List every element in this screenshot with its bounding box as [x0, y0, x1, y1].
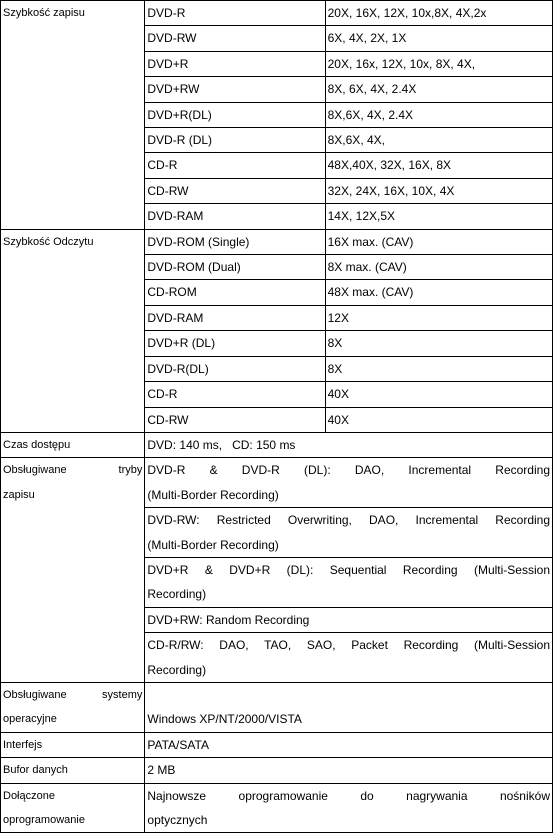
speed-cell: 20X, 16X, 12X, 10x,8X, 4X,2x	[325, 1, 552, 26]
media-cell: CD-R	[145, 382, 325, 407]
write-mode-cell	[145, 508, 553, 558]
table-row	[1, 1, 553, 26]
media-cell: DVD+R	[145, 51, 325, 76]
table-row	[1, 458, 553, 508]
media-cell: DVD-R (DL)	[145, 128, 325, 153]
write-modes-label-line2: zapisu	[3, 488, 35, 501]
buffer-value: 2 MB	[145, 758, 553, 783]
media-cell: CD-RW	[145, 178, 325, 203]
media-cell: DVD-RAM	[145, 204, 325, 229]
table-row	[1, 432, 553, 457]
software-value	[145, 783, 553, 833]
speed-cell: 48X max. (CAV)	[325, 280, 552, 305]
table-row	[1, 229, 553, 254]
write-mode-line1: DVD-R & DVD-R (DL): DAO, Incremental Recording	[147, 463, 550, 478]
write-mode-line2: Recording)	[147, 662, 207, 677]
write-mode-line2: Recording)	[147, 587, 207, 602]
table-row	[1, 758, 553, 783]
write-mode-line1: DVD+RW: Random Recording	[147, 612, 310, 627]
interface-label: Interfejs	[1, 732, 145, 757]
media-cell: DVD-R	[145, 1, 325, 26]
write-speed-label: Szybkość zapisu	[1, 1, 145, 230]
software-label-line2: oprogramowanie	[3, 814, 85, 826]
media-cell: CD-ROM	[145, 280, 325, 305]
speed-cell: 8X	[325, 356, 552, 381]
write-mode-line1: CD-R/RW: DAO, TAO, SAO, Packet Recording (Multi-Session	[147, 638, 550, 653]
os-label-line1: Obsługiwane systemy	[3, 688, 143, 701]
media-cell: CD-R	[145, 153, 325, 178]
write-mode-cell	[145, 458, 553, 508]
media-cell: DVD-ROM (Single)	[145, 229, 325, 254]
speed-cell: 12X	[325, 305, 552, 330]
media-cell: CD-RW	[145, 407, 325, 432]
media-cell: DVD-ROM (Dual)	[145, 255, 325, 280]
media-cell: DVD+RW	[145, 77, 325, 102]
os-value: Windows XP/NT/2000/VISTA	[145, 682, 553, 732]
write-mode-line1: DVD+R & DVD+R (DL): Sequential Recording (Multi-Session	[147, 562, 550, 577]
speed-cell: 8X max. (CAV)	[325, 255, 552, 280]
table-row	[1, 682, 553, 732]
buffer-label: Bufor danych	[1, 758, 145, 783]
media-cell: DVD-RAM	[145, 305, 325, 330]
speed-cell: 14X, 12X,5X	[325, 204, 552, 229]
software-value-line1: Najnowsze oprogramowanie do nagrywania nośników	[147, 788, 550, 803]
software-value-line2: optycznych	[147, 813, 208, 827]
interface-value: PATA/SATA	[145, 732, 553, 757]
media-cell: DVD-RW	[145, 26, 325, 51]
media-cell: DVD+R(DL)	[145, 102, 325, 127]
os-label	[1, 682, 145, 732]
table-row	[1, 783, 553, 833]
table-row	[1, 732, 553, 757]
speed-cell: 6X, 4X, 2X, 1X	[325, 26, 552, 51]
speed-cell: 40X	[325, 407, 552, 432]
speed-cell: 32X, 24X, 16X, 10X, 4X	[325, 178, 552, 203]
media-cell: DVD+R (DL)	[145, 331, 325, 356]
access-time-label: Czas dostępu	[1, 432, 145, 457]
write-modes-label-line1: Obsługiwane tryby	[3, 464, 143, 477]
write-mode-cell	[145, 557, 553, 607]
write-mode-line2: (Multi-Border Recording)	[147, 537, 279, 552]
speed-cell: 8X,6X, 4X, 2.4X	[325, 102, 552, 127]
write-mode-cell	[145, 633, 553, 683]
write-mode-line2: (Multi-Border Recording)	[147, 487, 279, 502]
software-label-line1: Dołączone	[3, 789, 55, 802]
media-cell: DVD-R(DL)	[145, 356, 325, 381]
write-modes-label	[1, 458, 145, 683]
software-label	[1, 783, 145, 833]
os-label-line2: operacyjne	[3, 713, 57, 726]
speed-cell: 48X,40X, 32X, 16X, 8X	[325, 153, 552, 178]
speed-cell: 16X max. (CAV)	[325, 229, 552, 254]
read-speed-label: Szybkość Odczytu	[1, 229, 145, 432]
write-mode-line1: DVD-RW: Restricted Overwriting, DAO, Incremental Recording	[147, 513, 550, 528]
speed-cell: 40X	[325, 382, 552, 407]
speed-cell: 8X, 6X, 4X, 2.4X	[325, 77, 552, 102]
speed-cell: 8X	[325, 331, 552, 356]
write-mode-cell	[145, 607, 553, 632]
speed-cell: 20X, 16x, 12X, 10x, 8X, 4X,	[325, 51, 552, 76]
speed-cell: 8X,6X, 4X,	[325, 128, 552, 153]
access-time-value: DVD: 140 ms, CD: 150 ms	[145, 432, 553, 457]
